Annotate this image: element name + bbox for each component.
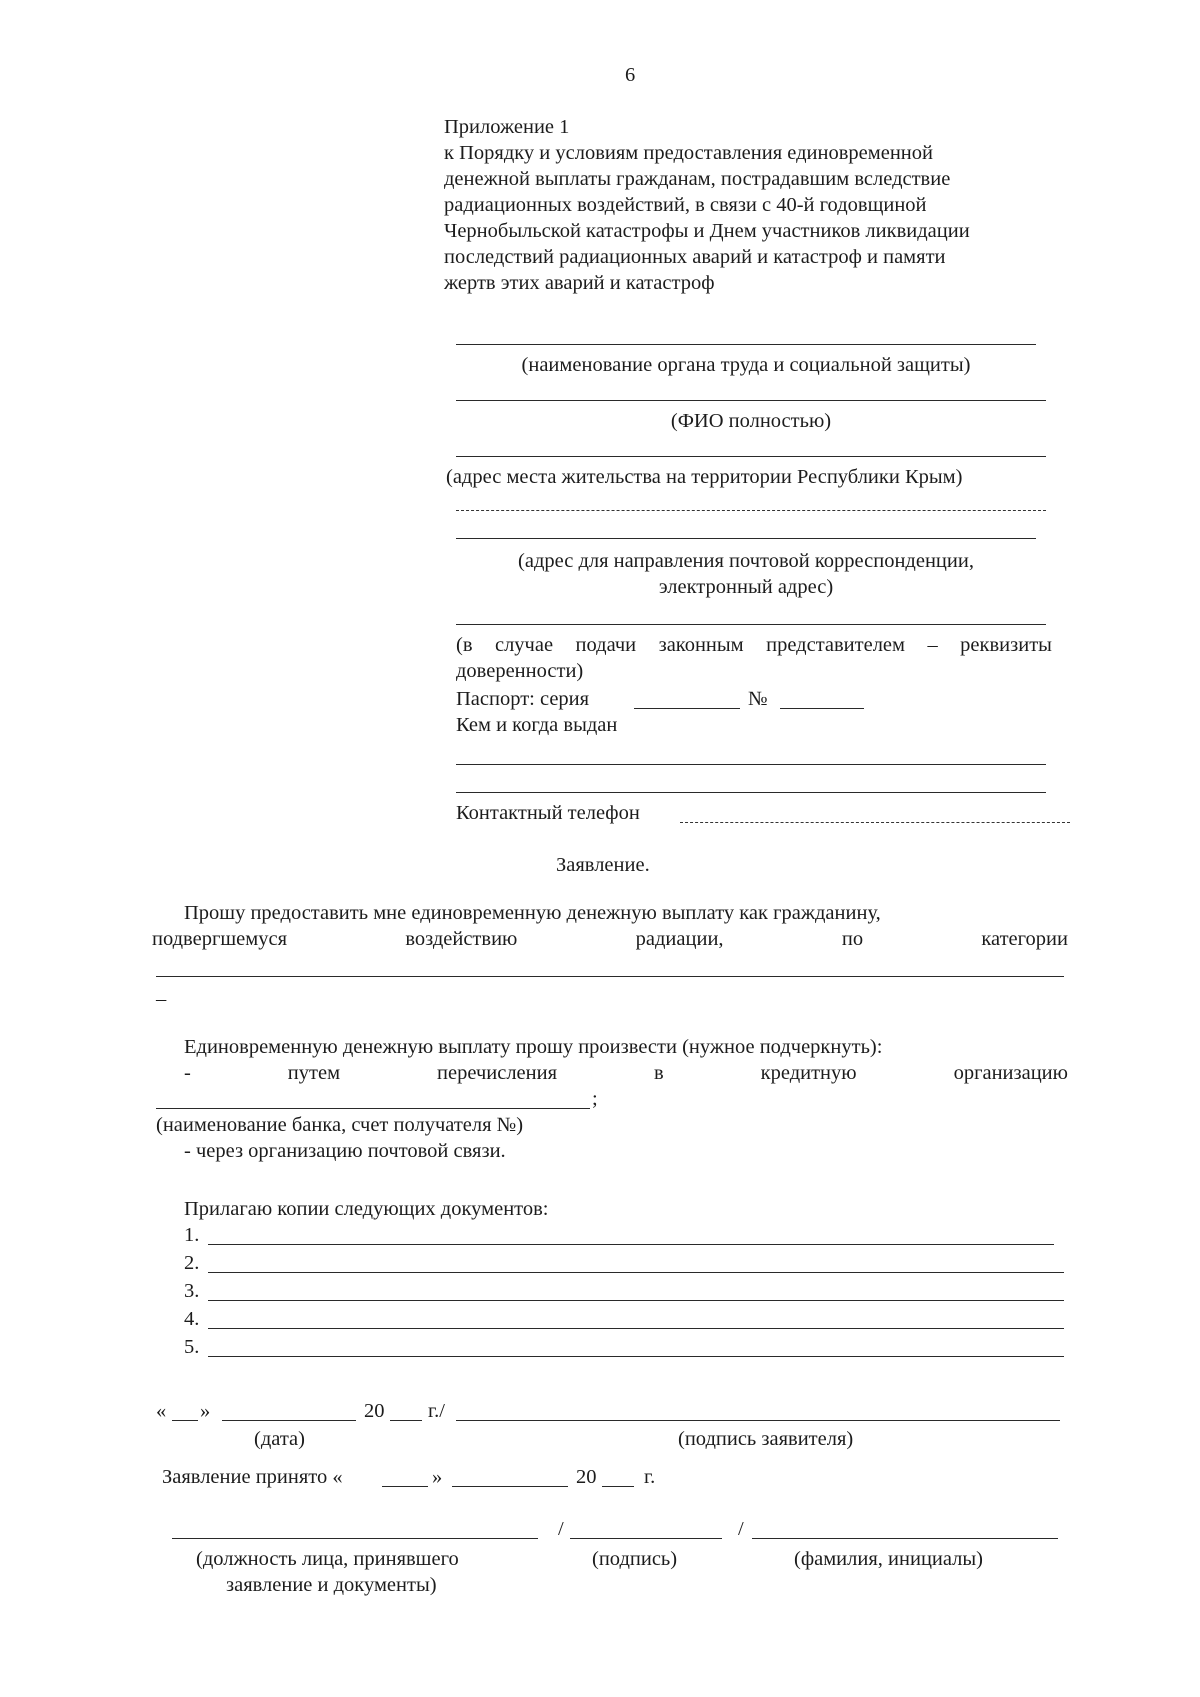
caption-word: – xyxy=(927,634,938,656)
representative-field[interactable] xyxy=(456,624,1046,625)
passport-series-field[interactable] xyxy=(634,708,740,709)
attachment-field[interactable] xyxy=(208,1328,1064,1329)
request-word: по xyxy=(841,928,864,950)
appendix-line: денежной выплаты гражданам, пострадавшим вследствие xyxy=(444,168,951,190)
representative-caption xyxy=(456,632,1052,658)
appendix-line: Чернобыльской катастрофы и Днем участников ликвидации xyxy=(444,220,970,242)
postal-field-2[interactable] xyxy=(456,538,1036,539)
acceptance-close-quote: » xyxy=(432,1466,443,1488)
attachment-field[interactable] xyxy=(208,1244,1054,1245)
year-suffix: г./ xyxy=(428,1400,445,1422)
bank-field[interactable] xyxy=(156,1108,590,1109)
appendix-title: Приложение 1 xyxy=(444,116,570,138)
appendix-line: жертв этих аварий и катастроф xyxy=(444,272,715,294)
date-caption: (дата) xyxy=(254,1428,305,1450)
category-field[interactable] xyxy=(156,976,1064,977)
request-text: Прошу предоставить мне единовременную денежную выплату как гражданину, xyxy=(184,902,881,924)
caption-word: подачи xyxy=(575,634,637,656)
acceptance-month-field[interactable] xyxy=(452,1486,568,1487)
postal-caption: электронный адрес) xyxy=(658,576,834,598)
payment-word: кредитную xyxy=(760,1062,857,1084)
page-number: 6 xyxy=(625,64,636,86)
attachment-field[interactable] xyxy=(208,1272,1064,1273)
address-field[interactable] xyxy=(456,456,1046,457)
fio-caption: (ФИО полностью) xyxy=(670,410,832,432)
semicolon: ; xyxy=(592,1088,598,1110)
passport-number-field[interactable] xyxy=(780,708,864,709)
position-caption: заявление и документы) xyxy=(226,1574,437,1596)
payment-word: организацию xyxy=(953,1062,1068,1084)
slash: / xyxy=(558,1518,564,1540)
caption-word: законным xyxy=(658,634,744,656)
address-caption: (адрес места жительства на территории Республики Крым) xyxy=(446,466,963,488)
attachment-field[interactable] xyxy=(208,1356,1064,1357)
attachment-number: 3. xyxy=(184,1280,200,1302)
applicant-signature-field[interactable] xyxy=(456,1420,1060,1421)
postal-caption: (адрес для направления почтовой корреспонденции, xyxy=(518,550,974,572)
payment-intro: Единовременную денежную выплату прошу произвести (нужное подчеркнуть): xyxy=(184,1036,883,1058)
dash: – xyxy=(156,988,167,1010)
year-prefix: 20 xyxy=(364,1400,385,1422)
sign-caption: (подпись) xyxy=(592,1548,678,1570)
appendix-line: к Порядку и условиям предоставления единовременной xyxy=(444,142,933,164)
acceptance-day-field[interactable] xyxy=(382,1486,428,1487)
request-word: категории xyxy=(981,928,1068,950)
organ-caption: (наименование органа труда и социальной защиты) xyxy=(521,354,971,376)
attachment-number: 2. xyxy=(184,1252,200,1274)
caption-word: реквизиты xyxy=(960,634,1052,656)
issued-field-1[interactable] xyxy=(456,764,1046,765)
slash: / xyxy=(738,1518,744,1540)
date-close-quote: » xyxy=(200,1400,211,1422)
postal-field-1[interactable] xyxy=(456,510,1046,511)
payment-word: - xyxy=(184,1062,191,1084)
phone-label: Контактный телефон xyxy=(456,802,640,824)
signature-caption: (подпись заявителя) xyxy=(678,1428,854,1450)
fio-field[interactable] xyxy=(456,400,1046,401)
request-word: радиации, xyxy=(635,928,724,950)
payment-word: в xyxy=(654,1062,664,1084)
caption-word: случае xyxy=(494,634,554,656)
request-line-2 xyxy=(152,926,1068,952)
attachments-intro: Прилагаю копии следующих документов: xyxy=(184,1198,549,1220)
attachment-number: 1. xyxy=(184,1224,200,1246)
request-word: подвергшемуся xyxy=(152,928,288,950)
request-word: воздействию xyxy=(405,928,518,950)
official-name-field[interactable] xyxy=(752,1538,1058,1539)
acceptance-year-prefix: 20 xyxy=(576,1466,597,1488)
caption-word: (в xyxy=(456,634,473,656)
appendix-line: последствий радиационных аварий и катастроф и памяти xyxy=(444,246,946,268)
acceptance-year-field[interactable] xyxy=(602,1486,634,1487)
date-open-quote: « xyxy=(156,1400,167,1422)
official-signature-field[interactable] xyxy=(570,1538,722,1539)
payment-word: перечисления xyxy=(437,1062,558,1084)
acceptance-label: Заявление принято « xyxy=(162,1466,343,1488)
request-line-1 xyxy=(184,900,1068,926)
official-position-field[interactable] xyxy=(172,1538,538,1539)
issued-label: Кем и когда выдан xyxy=(456,714,618,736)
attachment-field[interactable] xyxy=(208,1300,1064,1301)
position-caption: (должность лица, принявшего xyxy=(196,1548,459,1570)
caption-word: представителем xyxy=(766,634,906,656)
bank-caption: (наименование банка, счет получателя №) xyxy=(156,1114,524,1136)
name-caption: (фамилия, инициалы) xyxy=(794,1548,983,1570)
issued-field-2[interactable] xyxy=(456,792,1046,793)
attachment-number: 5. xyxy=(184,1336,200,1358)
appendix-line: радиационных воздействий, в связи с 40-й годовщиной xyxy=(444,194,927,216)
statement-title: Заявление. xyxy=(556,854,650,876)
attachment-number: 4. xyxy=(184,1308,200,1330)
passport-number-label: № xyxy=(748,688,768,710)
passport-label: Паспорт: серия xyxy=(456,688,590,710)
payment-word: путем xyxy=(287,1062,341,1084)
date-month-field[interactable] xyxy=(222,1420,356,1421)
date-day-field[interactable] xyxy=(172,1420,198,1421)
date-year-field[interactable] xyxy=(390,1420,422,1421)
representative-caption-2: доверенности) xyxy=(456,660,584,682)
payment-option-2: - через организацию почтовой связи. xyxy=(184,1140,506,1162)
organ-field[interactable] xyxy=(456,344,1036,345)
payment-option-1 xyxy=(184,1060,1068,1086)
acceptance-year-suffix: г. xyxy=(644,1466,656,1488)
phone-field[interactable] xyxy=(680,822,1070,823)
